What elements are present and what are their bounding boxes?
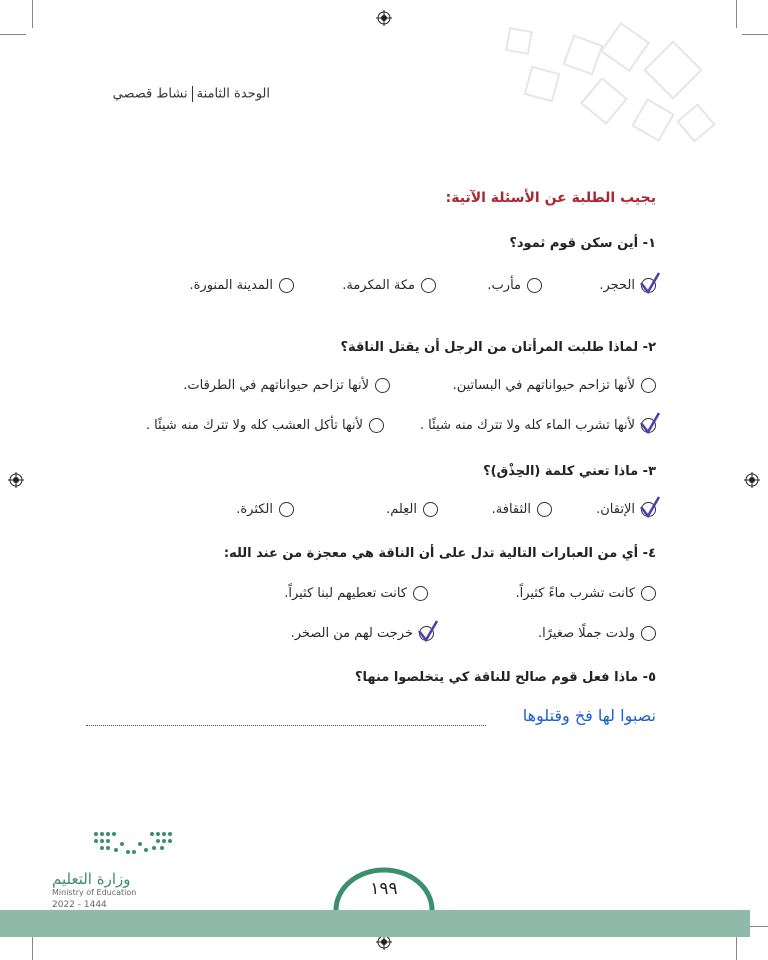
page-number: ١٩٩	[370, 879, 398, 899]
answer-option[interactable]	[146, 418, 384, 433]
radio-button[interactable]	[641, 502, 656, 517]
check-mark-icon	[639, 271, 661, 295]
question-3: ٣- ماذا تعني كلمة (الحِذْق)؟	[483, 464, 656, 479]
answer-option[interactable]	[453, 378, 656, 393]
option-label: كانت تشرب ماءً كثيراً.	[515, 586, 635, 601]
ministry-year: 2022 - 1444	[52, 900, 107, 910]
option-label: خرجت لهم من الصخر.	[290, 626, 413, 641]
answer-dotted-line	[86, 724, 486, 726]
unit-label: الوحدة الثامنة	[196, 86, 270, 102]
radio-button[interactable]	[413, 586, 428, 601]
question-5: ٥- ماذا فعل قوم صالح للناقة كي يتخلصوا منها؟	[354, 670, 656, 685]
answer-option[interactable]	[538, 626, 656, 641]
answer-option[interactable]	[386, 502, 438, 517]
option-label: لأنها تشرب الماء كله ولا تترك منه شيئًا .	[419, 418, 635, 433]
radio-button[interactable]	[537, 502, 552, 517]
answer-option[interactable]	[487, 278, 542, 293]
radio-button[interactable]	[369, 418, 384, 433]
radio-button[interactable]	[641, 378, 656, 393]
answer-option-selected[interactable]	[599, 278, 656, 293]
option-label: لأنها تزاحم حيواناتهم في الطرقات.	[183, 378, 369, 393]
logo-dots-icon	[92, 828, 178, 858]
answer-option[interactable]	[515, 586, 656, 601]
radio-button[interactable]	[641, 586, 656, 601]
radio-button[interactable]	[279, 278, 294, 293]
option-label: الإتقان.	[596, 502, 635, 517]
answer-option-selected[interactable]	[596, 502, 656, 517]
option-label: العِلم.	[386, 502, 417, 517]
answer-option[interactable]	[189, 278, 294, 293]
crop-mark	[0, 34, 26, 35]
answer-option[interactable]	[342, 278, 436, 293]
decorative-pattern	[408, 20, 728, 170]
question-1: ١- أين سكن قوم ثمود؟	[509, 236, 656, 251]
registration-target-icon	[8, 472, 24, 488]
answer-option-selected[interactable]	[291, 626, 434, 641]
ministry-arabic-name: وزارة التعليم	[52, 870, 131, 888]
answer-option-selected[interactable]	[420, 418, 656, 433]
activity-label: نشاط قصصي	[112, 86, 188, 102]
answer-option[interactable]	[236, 502, 294, 517]
registration-target-icon	[376, 10, 392, 26]
crop-mark	[32, 0, 33, 28]
check-mark-icon	[639, 411, 661, 435]
option-label: الحجر.	[599, 278, 635, 293]
option-label: مأرب.	[487, 278, 521, 293]
option-label: لأنها تزاحم حيواناتهم في البساتين.	[452, 378, 635, 393]
option-label: الثقافة.	[491, 502, 531, 517]
option-label: ولدت جملًا صغيرًا.	[537, 626, 635, 641]
check-mark-icon	[417, 619, 439, 643]
radio-button[interactable]	[279, 502, 294, 517]
option-label: الكثرة.	[236, 502, 273, 517]
radio-button[interactable]	[641, 418, 656, 433]
ministry-logo	[52, 828, 182, 918]
radio-button[interactable]	[641, 626, 656, 641]
crop-mark	[742, 34, 768, 35]
radio-button[interactable]	[421, 278, 436, 293]
radio-button[interactable]	[375, 378, 390, 393]
radio-button[interactable]	[527, 278, 542, 293]
question-4: ٤- أي من العبارات التالية تدل على أن الناقة هي معجزة من عند الله:	[223, 546, 656, 561]
page-header	[113, 86, 270, 102]
option-label: مكة المكرمة.	[342, 278, 415, 293]
option-label: المدينة المنورة.	[189, 278, 273, 293]
answer-option[interactable]	[284, 586, 428, 601]
option-label: كانت تعطيهم لبنا كثيراً.	[284, 586, 407, 601]
registration-target-icon	[744, 472, 760, 488]
check-mark-icon	[639, 495, 661, 519]
handwritten-answer[interactable]: نصبوا لها فخ وقتلوها	[522, 706, 656, 725]
radio-button[interactable]	[423, 502, 438, 517]
ministry-english-name: Ministry of Education	[52, 888, 137, 897]
option-label: لأنها تأكل العشب كله ولا تترك منه شيئًا .	[145, 418, 363, 433]
radio-button[interactable]	[641, 278, 656, 293]
answer-option[interactable]	[183, 378, 390, 393]
instructions-title: يجيب الطلبة عن الأسئلة الآتية:	[445, 190, 656, 206]
question-2: ٢- لماذا طلبت المرأتان من الرجل أن يقتل الناقة؟	[340, 340, 656, 355]
crop-mark	[736, 0, 737, 28]
radio-button[interactable]	[419, 626, 434, 641]
answer-option[interactable]	[492, 502, 552, 517]
